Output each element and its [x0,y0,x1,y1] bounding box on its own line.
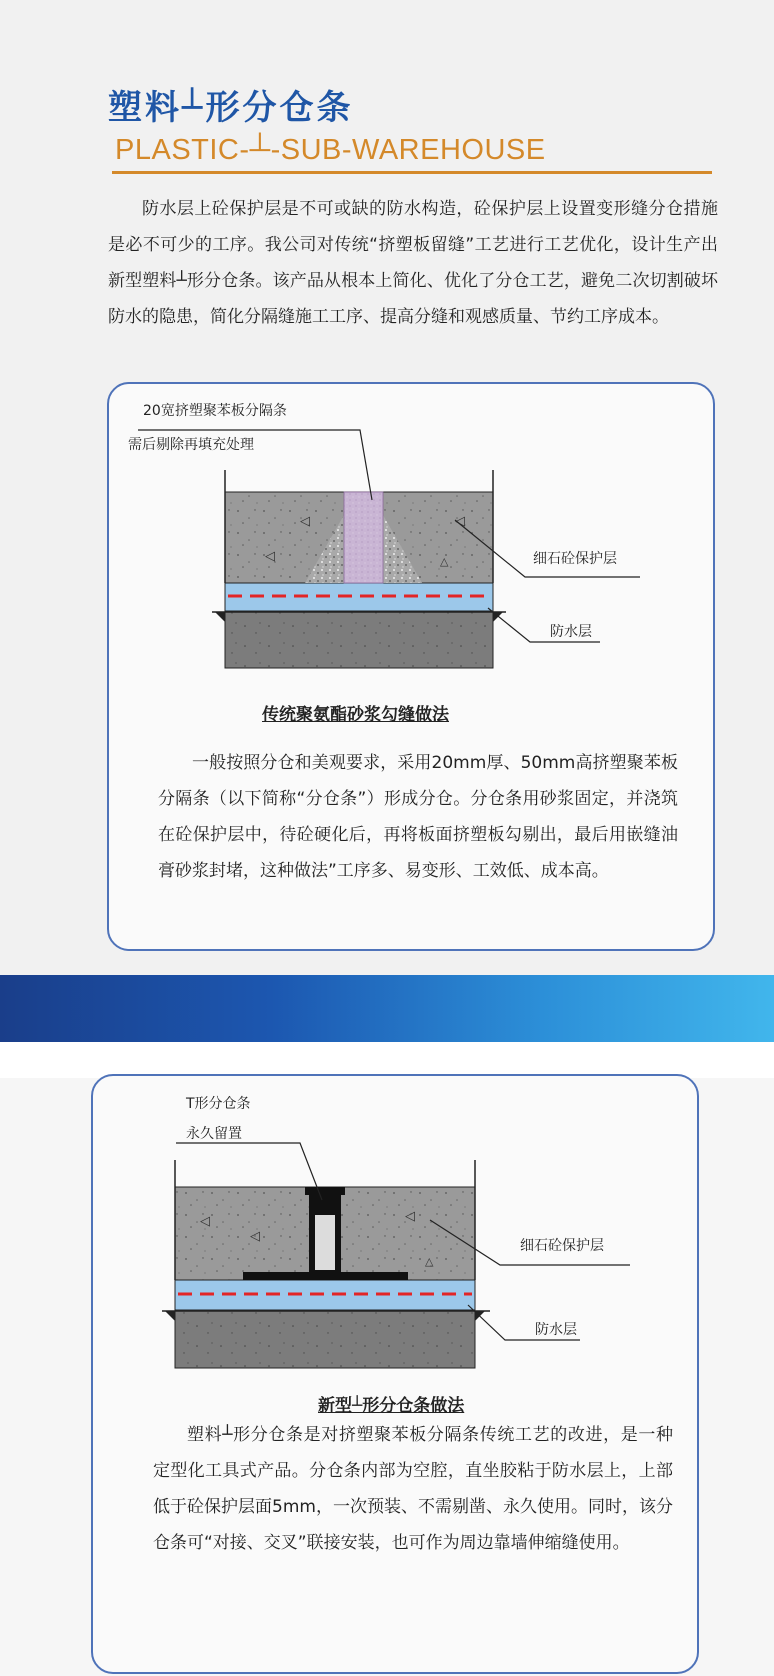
new-method-caption: 新型┴形分仓条做法 [318,1396,465,1416]
svg-text:△: △ [440,555,449,568]
svg-text:◁: ◁ [405,1209,415,1224]
traditional-strip-label-1: 20宽挤塑聚苯板分隔条 [143,403,287,419]
new-concrete-label: 细石砼保护层 [520,1238,604,1254]
page-title-english: PLASTIC-┴-SUB-WAREHOUSE [115,134,546,166]
svg-text:◁: ◁ [300,514,310,529]
svg-text:△: △ [425,1255,434,1268]
new-base-slab [162,1310,490,1368]
svg-text:◁: ◁ [265,549,275,564]
svg-text:◁: ◁ [250,1229,260,1244]
traditional-description: 一般按照分仓和美观要求，采用20mm厚、50mm高挤塑聚苯板分隔条（以下简称“分仓条”）形成分仓。分仓条用砂浆固定，并浇筑在砼保护层中，待砼硬化后，再将板面挤塑板勾剔出，最后用嵌缝油膏砂浆封堵，这种做法”工序多、易变形、工效低、成本高。 [158,753,678,881]
traditional-concrete-label: 细石砼保护层 [533,551,617,567]
intro-paragraph: 防水层上砼保护层是不可或缺的防水构造，砼保护层上设置变形缝分仓措施是必不可少的工序。我公司对传统“挤塑板留缝”工艺进行工艺优化，设计生产出新型塑料┴形分仓条。该产品从根本上简化、优化了分仓工艺，避免二次切割破坏防水的隐患，简化分隔缝施工工序、提高分缝和观感质量、节约工序成本。 [108,199,718,327]
traditional-caption: 传统聚氨酯砂浆勾缝做法 [262,705,449,725]
new-waterproof-layer [175,1280,475,1310]
svg-text:◁: ◁ [200,1214,210,1229]
svg-text:◁: ◁ [455,514,465,529]
new-strip-label-1: T形分仓条 [186,1096,251,1112]
traditional-waterproof-label: 防水层 [550,624,592,640]
new-strip-label-2: 永久留置 [186,1126,242,1142]
new-waterproof-label: 防水层 [535,1322,577,1338]
traditional-strip-label-2: 需后剔除再填充处理 [128,437,254,453]
new-method-description: 塑料┴形分仓条是对挤塑聚苯板分隔条传统工艺的改进，是一种定型化工具式产品。分仓条内部为空腔，直坐胶粘于防水层上，上部低于砼保护层面5mm，一次预装、不需剔凿、永久使用。同时，该分仓条可“对接、交叉”联接安装，也可作为周边靠墙伸缩缝使用。 [153,1425,673,1553]
page-title: 塑料┴形分仓条 [108,88,354,128]
